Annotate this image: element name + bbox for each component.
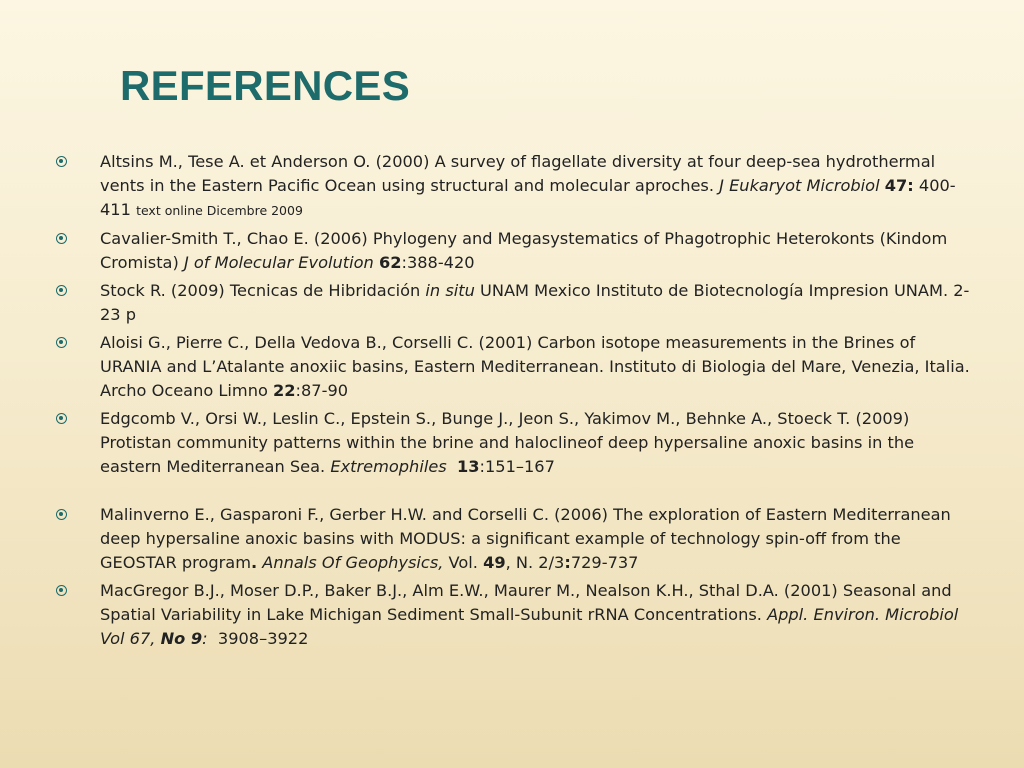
bullet-icon bbox=[56, 509, 67, 520]
reference-item: Altsins M., Tese A. et Anderson O. (2000) A survey of flagellate diversity at four deep-sea hydrothermal vents in the Eastern Pacific Ocean using structural and molecular aproches. J Eukaryot Microbiol 47: 400-411 text online Dicembre 2009 bbox=[56, 150, 971, 223]
bullet-icon bbox=[56, 233, 67, 244]
bullet-icon bbox=[56, 337, 67, 348]
bullet-icon bbox=[56, 585, 67, 596]
reference-item: MacGregor B.J., Moser D.P., Baker B.J., Alm E.W., Maurer M., Nealson K.H., Sthal D.A. (2001) Seasonal and Spatial Variability in Lake Michigan Sediment Small-Subunit rRNA Concentrations. Appl. Environ. Microbiol Vol 67, No 9: 3908–3922 bbox=[56, 579, 971, 651]
slide-title: REFERENCES bbox=[120, 62, 411, 109]
reference-item: Aloisi G., Pierre C., Della Vedova B., Corselli C. (2001) Carbon isotope measurements in the Brines of URANIA and L’Atalante anoxiic basins, Eastern Mediterranean. Instituto di Biologia del Mare, Venezia, Italia. Archo Oceano Limno 22:87-90 bbox=[56, 331, 971, 403]
reference-item: Malinverno E., Gasparoni F., Gerber H.W. and Corselli C. (2006) The exploration of Eastern Mediterranean deep hypersaline anoxic basins with MODUS: a significant example of technology spin-off from the GEOSTAR program. Annals Of Geophysics, Vol. 49, N. 2/3:729-737 bbox=[56, 503, 971, 575]
bullet-icon bbox=[56, 285, 67, 296]
reference-list bbox=[56, 150, 971, 655]
bullet-icon bbox=[56, 413, 67, 424]
reference-item: Cavalier-Smith T., Chao E. (2006) Phylogeny and Megasystematics of Phagotrophic Heterokonts (Kindom Cromista) J of Molecular Evolution 62:388-420 bbox=[56, 227, 971, 275]
bullet-icon bbox=[56, 156, 67, 167]
reference-note: text online Dicembre 2009 bbox=[136, 203, 303, 218]
reference-item: Stock R. (2009) Tecnicas de Hibridación in situ UNAM Mexico Instituto de Biotecnología Impresion UNAM. 2-23 p bbox=[56, 279, 971, 327]
reference-item: Edgcomb V., Orsi W., Leslin C., Epstein S., Bunge J., Jeon S., Yakimov M., Behnke A., Stoeck T. (2009) Protistan community patterns within the brine and haloclineof deep hypersaline anoxic basins in the eastern Mediterranean Sea. Extremophiles 13:151–167 bbox=[56, 407, 971, 479]
